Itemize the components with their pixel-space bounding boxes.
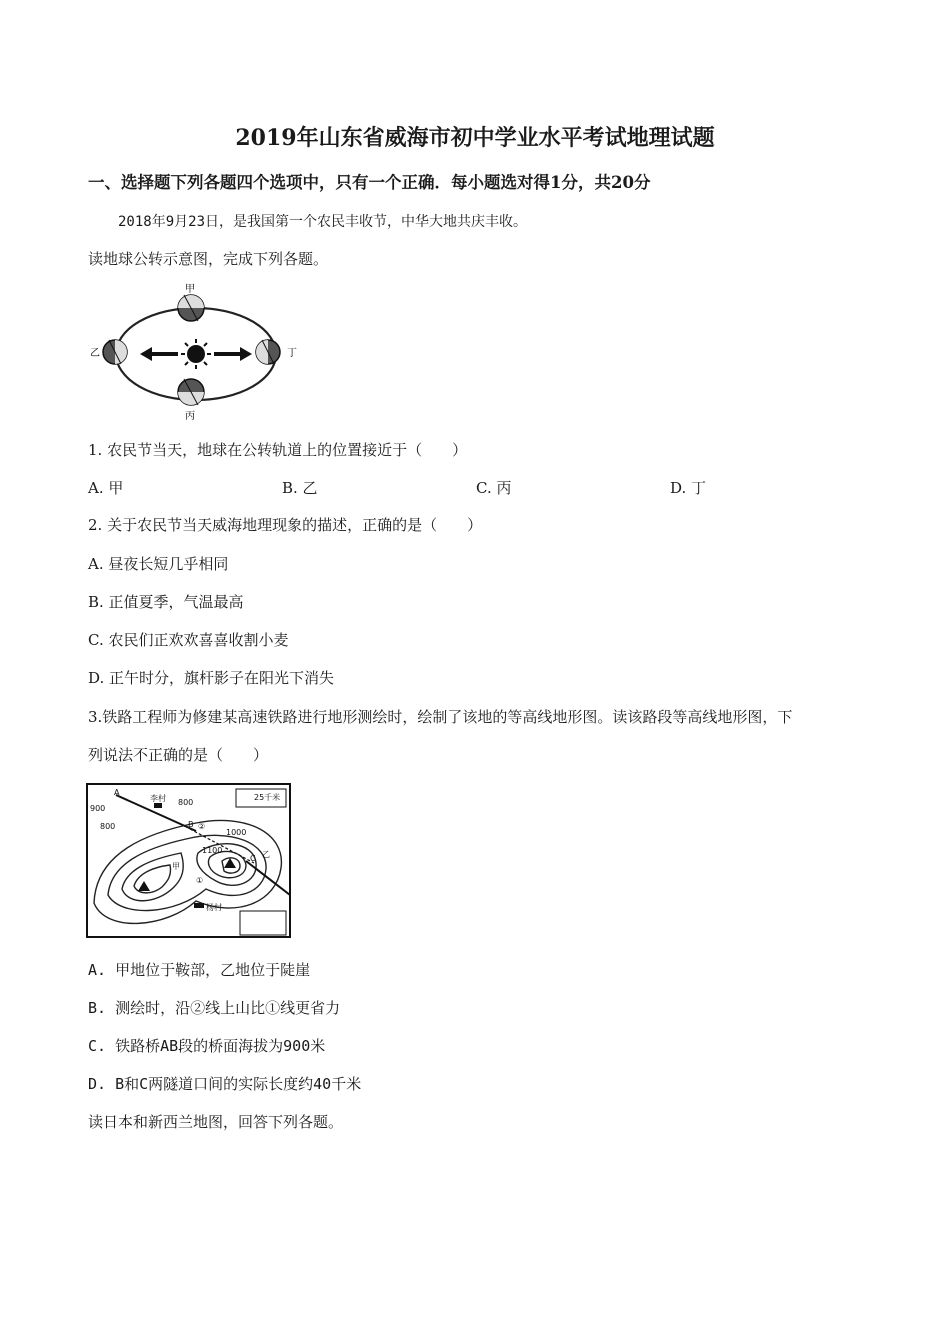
label-jia: 甲 (185, 284, 195, 295)
label-900: 900 (90, 804, 106, 813)
label-bing: 丙 (185, 411, 195, 422)
label-yi: 乙 (90, 348, 100, 359)
label-route-1: ① (196, 876, 204, 885)
q1-option-b[interactable]: B. 乙 (282, 479, 318, 497)
earth-orbit-diagram (88, 282, 308, 422)
q2-option-b[interactable]: B. 正值夏季，气温最高 (88, 593, 244, 611)
label-li-village: 李村 (150, 794, 166, 803)
q1-stem: 1. 农民节当天，地球在公转轨道上的位置接近于（ ） (88, 441, 468, 459)
earth-bottom-icon (178, 379, 204, 405)
q3-stem-line1: 3.铁路工程师为修建某高速铁路进行地形测绘时，绘制了该地的等高线地形图。读该路段等高线地形图，下 (88, 708, 793, 726)
q1-option-a[interactable]: A. 甲 (88, 479, 124, 497)
label-800a: 800 (100, 822, 116, 831)
q3-option-c[interactable]: C. 铁路桥AB段的桥面海拔为900米 (88, 1037, 326, 1055)
label-yi-point: 乙 (262, 850, 270, 859)
label-1100: 1100 (202, 846, 223, 855)
arrow-left-icon (140, 347, 178, 361)
contour-map (86, 783, 292, 939)
q1-option-d[interactable]: D. 丁 (670, 479, 707, 497)
label-scale: 25千米 (254, 793, 281, 802)
q2-option-a[interactable]: A. 昼夜长短几乎相同 (88, 555, 229, 573)
q3-option-d[interactable]: D. B和C两隧道口间的实际长度约40千米 (88, 1075, 362, 1093)
read-instruction-1: 读地球公转示意图，完成下列各题。 (88, 250, 329, 268)
intro-paragraph: 2018年9月23日，是我国第一个农民丰收节，中华大地共庆丰收。 (118, 214, 527, 230)
earth-left-icon (103, 340, 127, 364)
earth-top-icon (178, 295, 204, 321)
arrow-right-icon (214, 347, 252, 361)
sun-icon (181, 339, 211, 369)
page-title: 2019年山东省威海市初中学业水平考试地理试题 (235, 125, 715, 151)
section-heading: 一、选择题下列各题四个选项中，只有一个正确．每小题选对得1分，共20分 (88, 173, 651, 192)
label-800b: 800 (178, 798, 194, 807)
label-1000: 1000 (226, 828, 247, 837)
village-li-icon (154, 803, 162, 808)
label-yang-village: 杨村 (206, 903, 222, 912)
q3-stem-line2: 列说法不正确的是（ ） (88, 746, 269, 764)
label-point-a: A (114, 788, 120, 797)
read-instruction-2: 读日本和新西兰地图，回答下列各题。 (88, 1113, 344, 1131)
q2-stem: 2. 关于农民节当天威海地理现象的描述，正确的是（ ） (88, 516, 483, 534)
q3-option-a[interactable]: A. 甲地位于鞍部，乙地位于陡崖 (88, 961, 311, 979)
q1-option-c[interactable]: C. 丙 (476, 479, 512, 497)
village-yang-icon (194, 903, 204, 908)
label-jia-point: 甲 (172, 862, 180, 871)
label-point-c: C (250, 854, 256, 863)
q2-option-c[interactable]: C. 农民们正欢欢喜喜收割小麦 (88, 631, 289, 649)
label-point-b: B (188, 820, 194, 829)
earth-right-icon (256, 340, 280, 364)
q2-option-d[interactable]: D. 正午时分，旗杆影子在阳光下消失 (88, 669, 335, 687)
label-route-2: ② (198, 822, 206, 831)
label-ding: 丁 (287, 348, 297, 359)
q3-option-b[interactable]: B. 测绘时，沿②线上山比①线更省力 (88, 999, 341, 1017)
